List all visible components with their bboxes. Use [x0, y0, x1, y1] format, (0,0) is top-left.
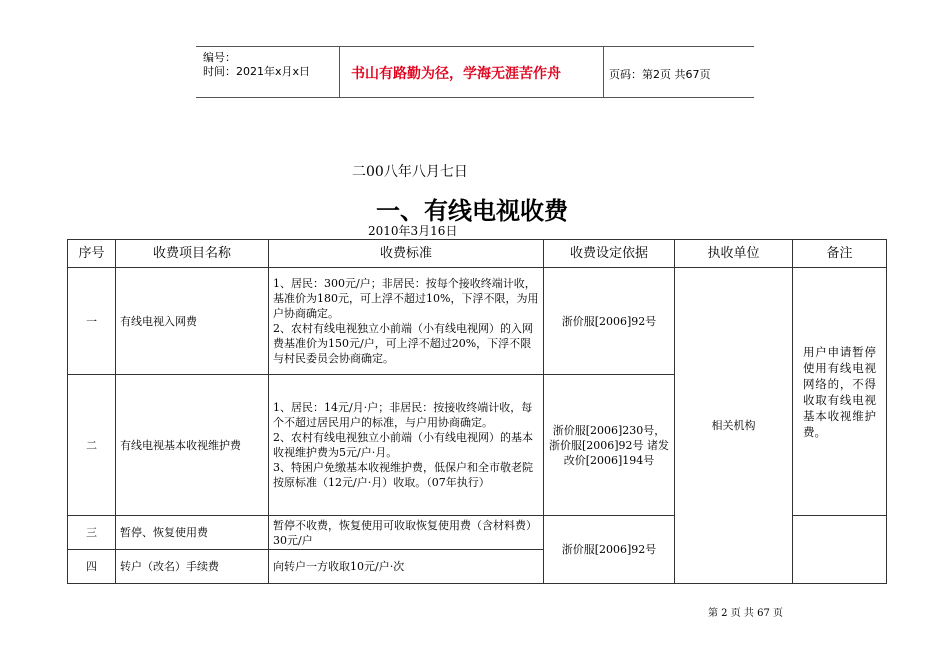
table-header-row — [68, 240, 887, 268]
column-header: 收费标准 — [269, 240, 544, 268]
row-standard: 暂停不收费，恢复使用可收取恢复使用费（含材料费）30元/户 — [269, 516, 544, 550]
row-basis-shared: 浙价服[2006]92号 — [544, 516, 675, 584]
row-seq: 四 — [68, 550, 116, 584]
row-basis: 浙价服[2006]230号，浙价服[2006]92号 诸发改价[2006]194号 — [544, 375, 675, 516]
note-text: 用户申请暂停使用有线电视网络的，不得收取有线电视基本收视维护费。 — [803, 344, 876, 439]
column-header: 备注 — [793, 240, 887, 268]
row-item-name: 暂停、恢复使用费 — [116, 516, 269, 550]
table-row — [68, 268, 887, 375]
header-motto: 书山有路勤为径，学海无涯苦作舟 — [351, 66, 561, 82]
column-header: 序号 — [68, 240, 116, 268]
column-header: 执收单位 — [675, 240, 793, 268]
header-divider — [603, 47, 604, 97]
time-label: 时间：2021年x月x日 — [203, 65, 311, 78]
document-title: 一、有线电视收费 — [376, 197, 568, 225]
row-item-name: 有线电视基本收视维护费 — [116, 375, 269, 516]
header-meta — [203, 51, 310, 79]
header-divider — [339, 47, 340, 97]
note-empty-cell — [793, 516, 887, 584]
row-seq: 一 — [68, 268, 116, 375]
row-standard: 向转户一方收取10元/户·次 — [269, 550, 544, 584]
standard-line: 1、居民：300元/户；非居民：按每个接收终端计收，基准价为180元，可上浮不超过10%，下浮不限，为用户协商确定。 — [273, 277, 539, 320]
document-subdate: 2010年3月16日 — [368, 224, 458, 238]
row-standard — [269, 268, 544, 375]
row-basis: 浙价服[2006]92号 — [544, 268, 675, 375]
row-item-name: 转户（改名）手续费 — [116, 550, 269, 584]
standard-line: 2、农村有线电视独立小前端（小有线电视网）的入网费基准价为150元/户，可上浮不超过20%，下浮不限与村民委员会协商确定。 — [273, 322, 533, 365]
page-header — [196, 46, 754, 98]
column-header: 收费设定依据 — [544, 240, 675, 268]
column-header: 收费项目名称 — [116, 240, 269, 268]
row-seq: 二 — [68, 375, 116, 516]
fee-table — [67, 239, 887, 584]
unit-cell: 相关机构 — [675, 268, 793, 584]
document-date: 二00八年八月七日 — [352, 164, 468, 180]
standard-line: 2、农村有线电视独立小前端（小有线电视网）的基本收视维护费为5元/户·月。 — [273, 431, 533, 459]
row-seq: 三 — [68, 516, 116, 550]
standard-line: 1、居民：14元/月·户；非居民：按接收终端计收，每个不超过居民用户的标准，与户用协商确定。 — [273, 401, 533, 429]
page-footer: 第 2 页 共 67 页 — [708, 608, 783, 619]
row-item-name: 有线电视入网费 — [116, 268, 269, 375]
row-standard — [269, 375, 544, 516]
number-label: 编号： — [203, 51, 236, 64]
header-page-label: 页码：第2页 共67页 — [609, 68, 711, 81]
standard-line: 3、特困户免缴基本收视维护费，低保户和全市敬老院按原标准（12元/户·月）收取。（07年执行） — [273, 461, 533, 489]
note-cell — [793, 268, 887, 516]
